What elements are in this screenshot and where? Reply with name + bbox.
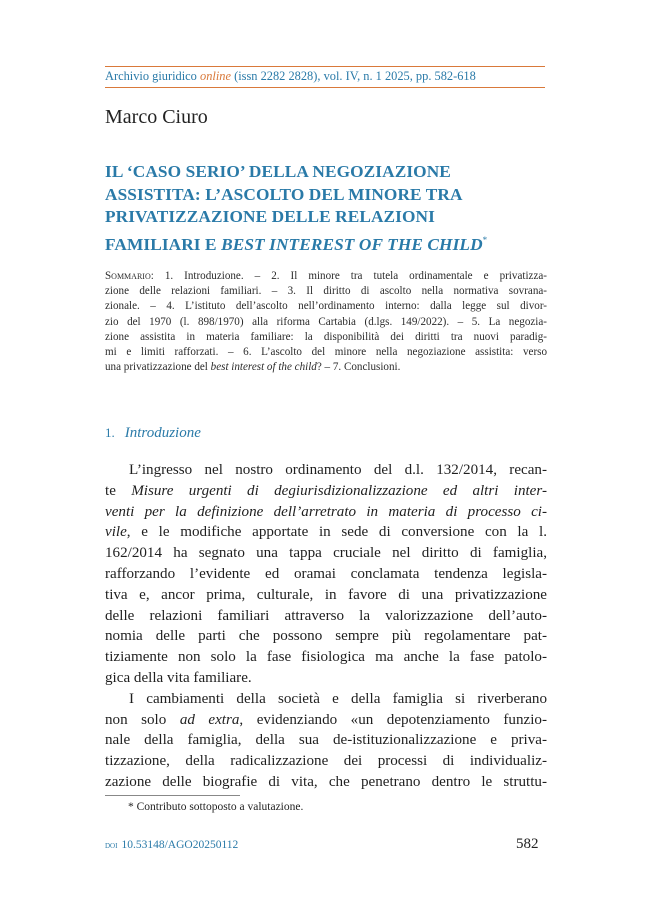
title-line-1: IL ‘CASO SERIO’ DELLA NEGOZIAZIONE — [105, 162, 451, 181]
journal-name: Archivio giuridico — [105, 69, 197, 83]
summary-line: Sommario: 1. Introduzione. – 2. Il minore tra tutela ordinamentale e privatizza- — [105, 270, 547, 282]
section-number: 1. — [105, 425, 115, 440]
summary-line: zione delle relazioni familiari. – 3. Il diritto di ascolto nella normativa sovrana- — [105, 285, 547, 298]
title-footnote-mark: * — [482, 234, 488, 245]
title-line-3: PRIVATIZZAZIONE DELLE RELAZIONI — [105, 207, 435, 226]
title-line-4-italic: BEST INTEREST OF THE CHILD — [221, 234, 483, 254]
section-heading — [105, 425, 201, 442]
summary-label: Sommario: — [105, 270, 154, 282]
header-bottom-rule — [105, 87, 545, 88]
journal-details: (issn 2282 2828), vol. IV, n. 1 2025, pp. 582-618 — [230, 69, 476, 83]
article-title — [105, 161, 550, 256]
body-line: te Misure urgenti di degiurisdizionalizzazione ed altri inter- — [105, 482, 547, 499]
summary-line: zionale. – 4. L’istituto dell’ascolto nell’ordinamento interno: dalla legge sul divor- — [105, 300, 547, 313]
title-line-4 — [105, 229, 550, 256]
body-line: nale della famiglia, della sua de-istituzionalizzazione e priva- — [105, 732, 547, 749]
body-line: venti per la definizione dell’arretrato in materia di processo ci- — [105, 503, 547, 520]
body-line: I cambiamenti della società e della famiglia si riverberano — [129, 690, 547, 707]
body-line: tiziamente non solo la fase fisiologica ma anche la fase patolo- — [105, 649, 547, 666]
title-line-2: ASSISTITA: L’ASCOLTO DEL MINORE TRA — [105, 184, 463, 204]
journal-header — [105, 69, 545, 84]
table-of-contents — [105, 269, 547, 375]
body-line: L’ingresso nel nostro ordinamento del d.l. 132/2014, recan- — [129, 462, 547, 478]
body-line: rafforzando l’evidente ed oramai conclamata tendenza legisla- — [105, 565, 547, 582]
summary-line: zio del 1970 (l. 898/1970) alla riforma Cartabia (d.lgs. 149/2022). – 5. La negozia- — [105, 315, 547, 328]
author-name: Marco Ciuro — [105, 106, 208, 128]
body-line: zazione delle biografie di vita, che penetrano dentro le struttu- — [105, 773, 547, 790]
doi-line — [105, 839, 238, 851]
body-line: delle relazioni familiari attraverso la valorizzazione dell’auto- — [105, 607, 547, 624]
body-line: nomia delle parti che possono sempre più regolamentare pat- — [105, 628, 547, 645]
doi-link[interactable]: 10.53148/AGO20250112 — [121, 839, 239, 851]
page-number: 582 — [516, 836, 539, 852]
header-top-rule — [105, 66, 545, 67]
section-name: Introduzione — [124, 425, 201, 441]
title-line-4-plain: FAMILIARI E — [105, 234, 222, 254]
body-line: tizzazione, della radicalizzazione dei processi di individualiz- — [105, 753, 547, 770]
footnote-rule — [105, 795, 240, 796]
body-line: non solo ad extra, evidenziando «un depotenziamento funzio- — [105, 711, 547, 728]
body-line: tiva e, ancor prima, culturale, in favore di una privatizzazione — [105, 586, 547, 603]
summary-line: mi e limiti rafforzati. – 6. L’ascolto del minore nella negoziazione assistita: verso — [105, 346, 547, 359]
body-line: 162/2014 ha segnato una tappa cruciale nel diritto di famiglia, — [105, 545, 547, 562]
footnote: * Contributo sottoposto a valutazione. — [128, 801, 304, 813]
summary-line: una privatizzazione del best interest of the child? – 7. Conclusioni. — [105, 361, 401, 374]
journal-online: online — [200, 69, 231, 83]
body-line: gica della vita familiare. — [105, 669, 252, 686]
summary-line: zione assistita in materia familiare: la disponibilità dei diritti tra nuovi paradig- — [105, 330, 547, 343]
body-text — [105, 460, 547, 793]
doi-label: doi — [105, 840, 118, 851]
body-line: vile, e le modifiche apportate in sede di conversione con la l. — [105, 524, 547, 541]
